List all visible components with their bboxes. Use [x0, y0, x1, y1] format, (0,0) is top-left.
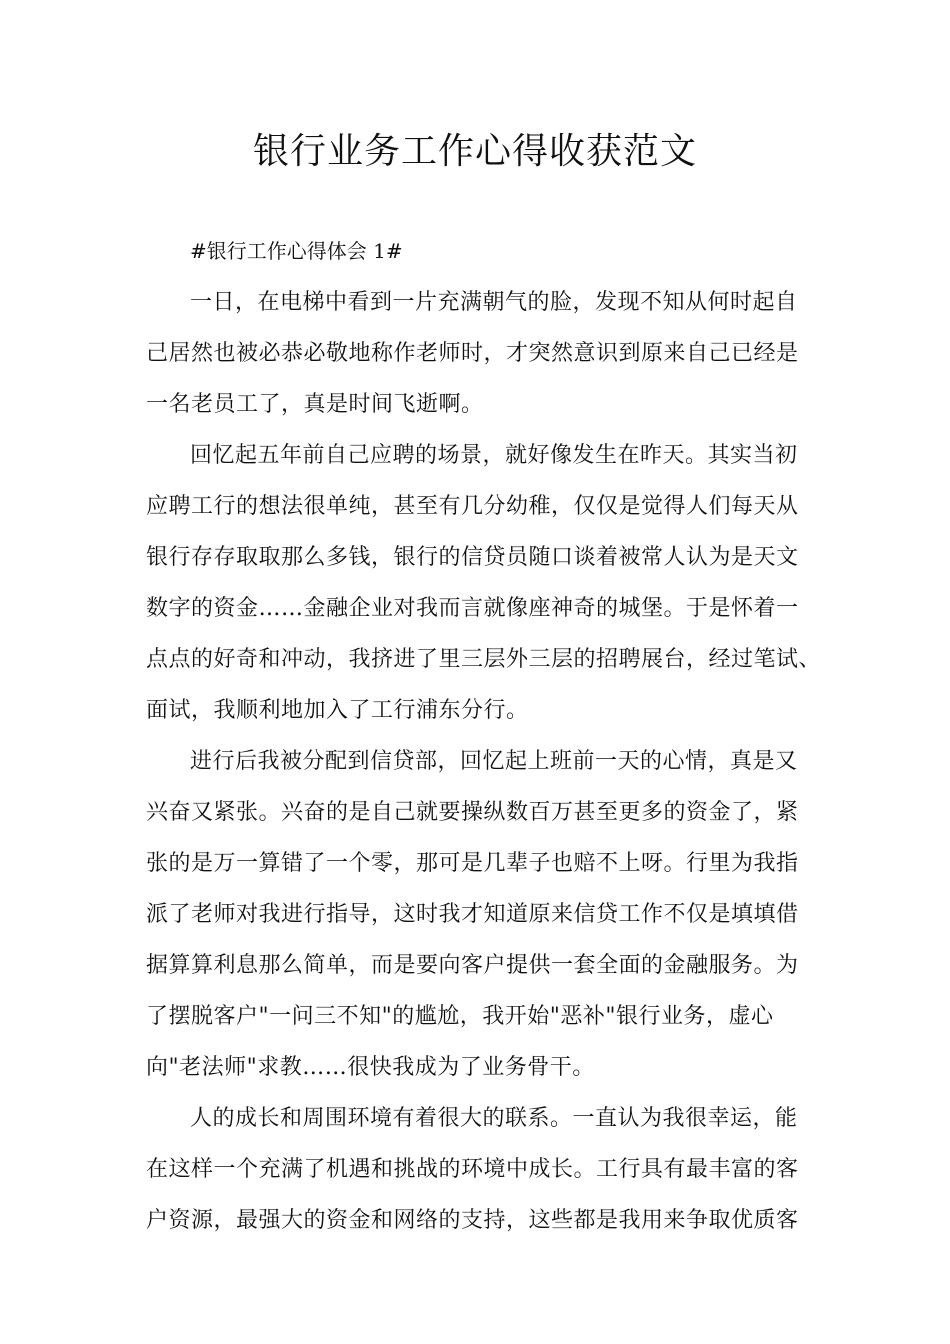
paragraph-4: [146, 1093, 826, 1246]
paragraph-2: [146, 430, 826, 736]
text-line: 一日，在电梯中看到一片充满朝气的脸，发现不知从何时起自: [190, 290, 798, 315]
text-line: 户资源，最强大的资金和网络的支持，这些都是我用来争取优质客: [146, 1208, 799, 1233]
text-line: 张的是万一算错了一个零，那可是几辈子也赔不上呀。行里为我指: [146, 851, 799, 876]
text-line: 己居然也被必恭必敬地称作老师时，才突然意识到原来自己已经是: [146, 341, 799, 366]
document-body: [146, 226, 826, 1246]
text-line: 银行存存取取那么多钱，银行的信贷员随口谈着被常人认为是天文: [146, 545, 799, 570]
text-line: 人的成长和周围环境有着很大的联系。一直认为我很幸运，能: [190, 1106, 798, 1131]
text-line: 在这样一个充满了机遇和挑战的环境中成长。工行具有最丰富的客: [146, 1157, 799, 1182]
paragraph-1: [146, 277, 826, 430]
text-line: 据算算利息那么简单，而是要向客户提供一套全面的金融服务。为: [146, 953, 799, 978]
text-line: 面试，我顺利地加入了工行浦东分行。: [146, 698, 529, 723]
text-line: 了摆脱客户"一问三不知"的尴尬，我开始"恶补"银行业务，虚心: [146, 1004, 774, 1029]
text-line: 应聘工行的想法很单纯，甚至有几分幼稚，仅仅是觉得人们每天从: [146, 494, 799, 519]
text-line: 回忆起五年前自己应聘的场景，就好像发生在昨天。其实当初: [190, 443, 798, 468]
text-line: 一名老员工了，真是时间飞逝啊。: [146, 392, 484, 417]
text-line: 数字的资金……金融企业对我而言就像座神奇的城堡。于是怀着一: [146, 596, 799, 621]
text-line: 点点的好奇和冲动，我挤进了里三层外三层的招聘展台，经过笔试、: [146, 647, 822, 672]
document-title: 银行业务工作心得收获范文: [252, 131, 697, 172]
text-line: 向"老法师"求教……很快我成为了业务骨干。: [146, 1055, 595, 1080]
section-heading: #银行工作心得体会 1#: [190, 239, 403, 263]
paragraph-3: [146, 736, 826, 1093]
text-line: 派了老师对我进行指导，这时我才知道原来信贷工作不仅是填填借: [146, 902, 799, 927]
text-line: 兴奋又紧张。兴奋的是自己就要操纵数百万甚至更多的资金了，紧: [146, 800, 799, 825]
text-line: 进行后我被分配到信贷部，回忆起上班前一天的心情，真是又: [190, 749, 798, 774]
